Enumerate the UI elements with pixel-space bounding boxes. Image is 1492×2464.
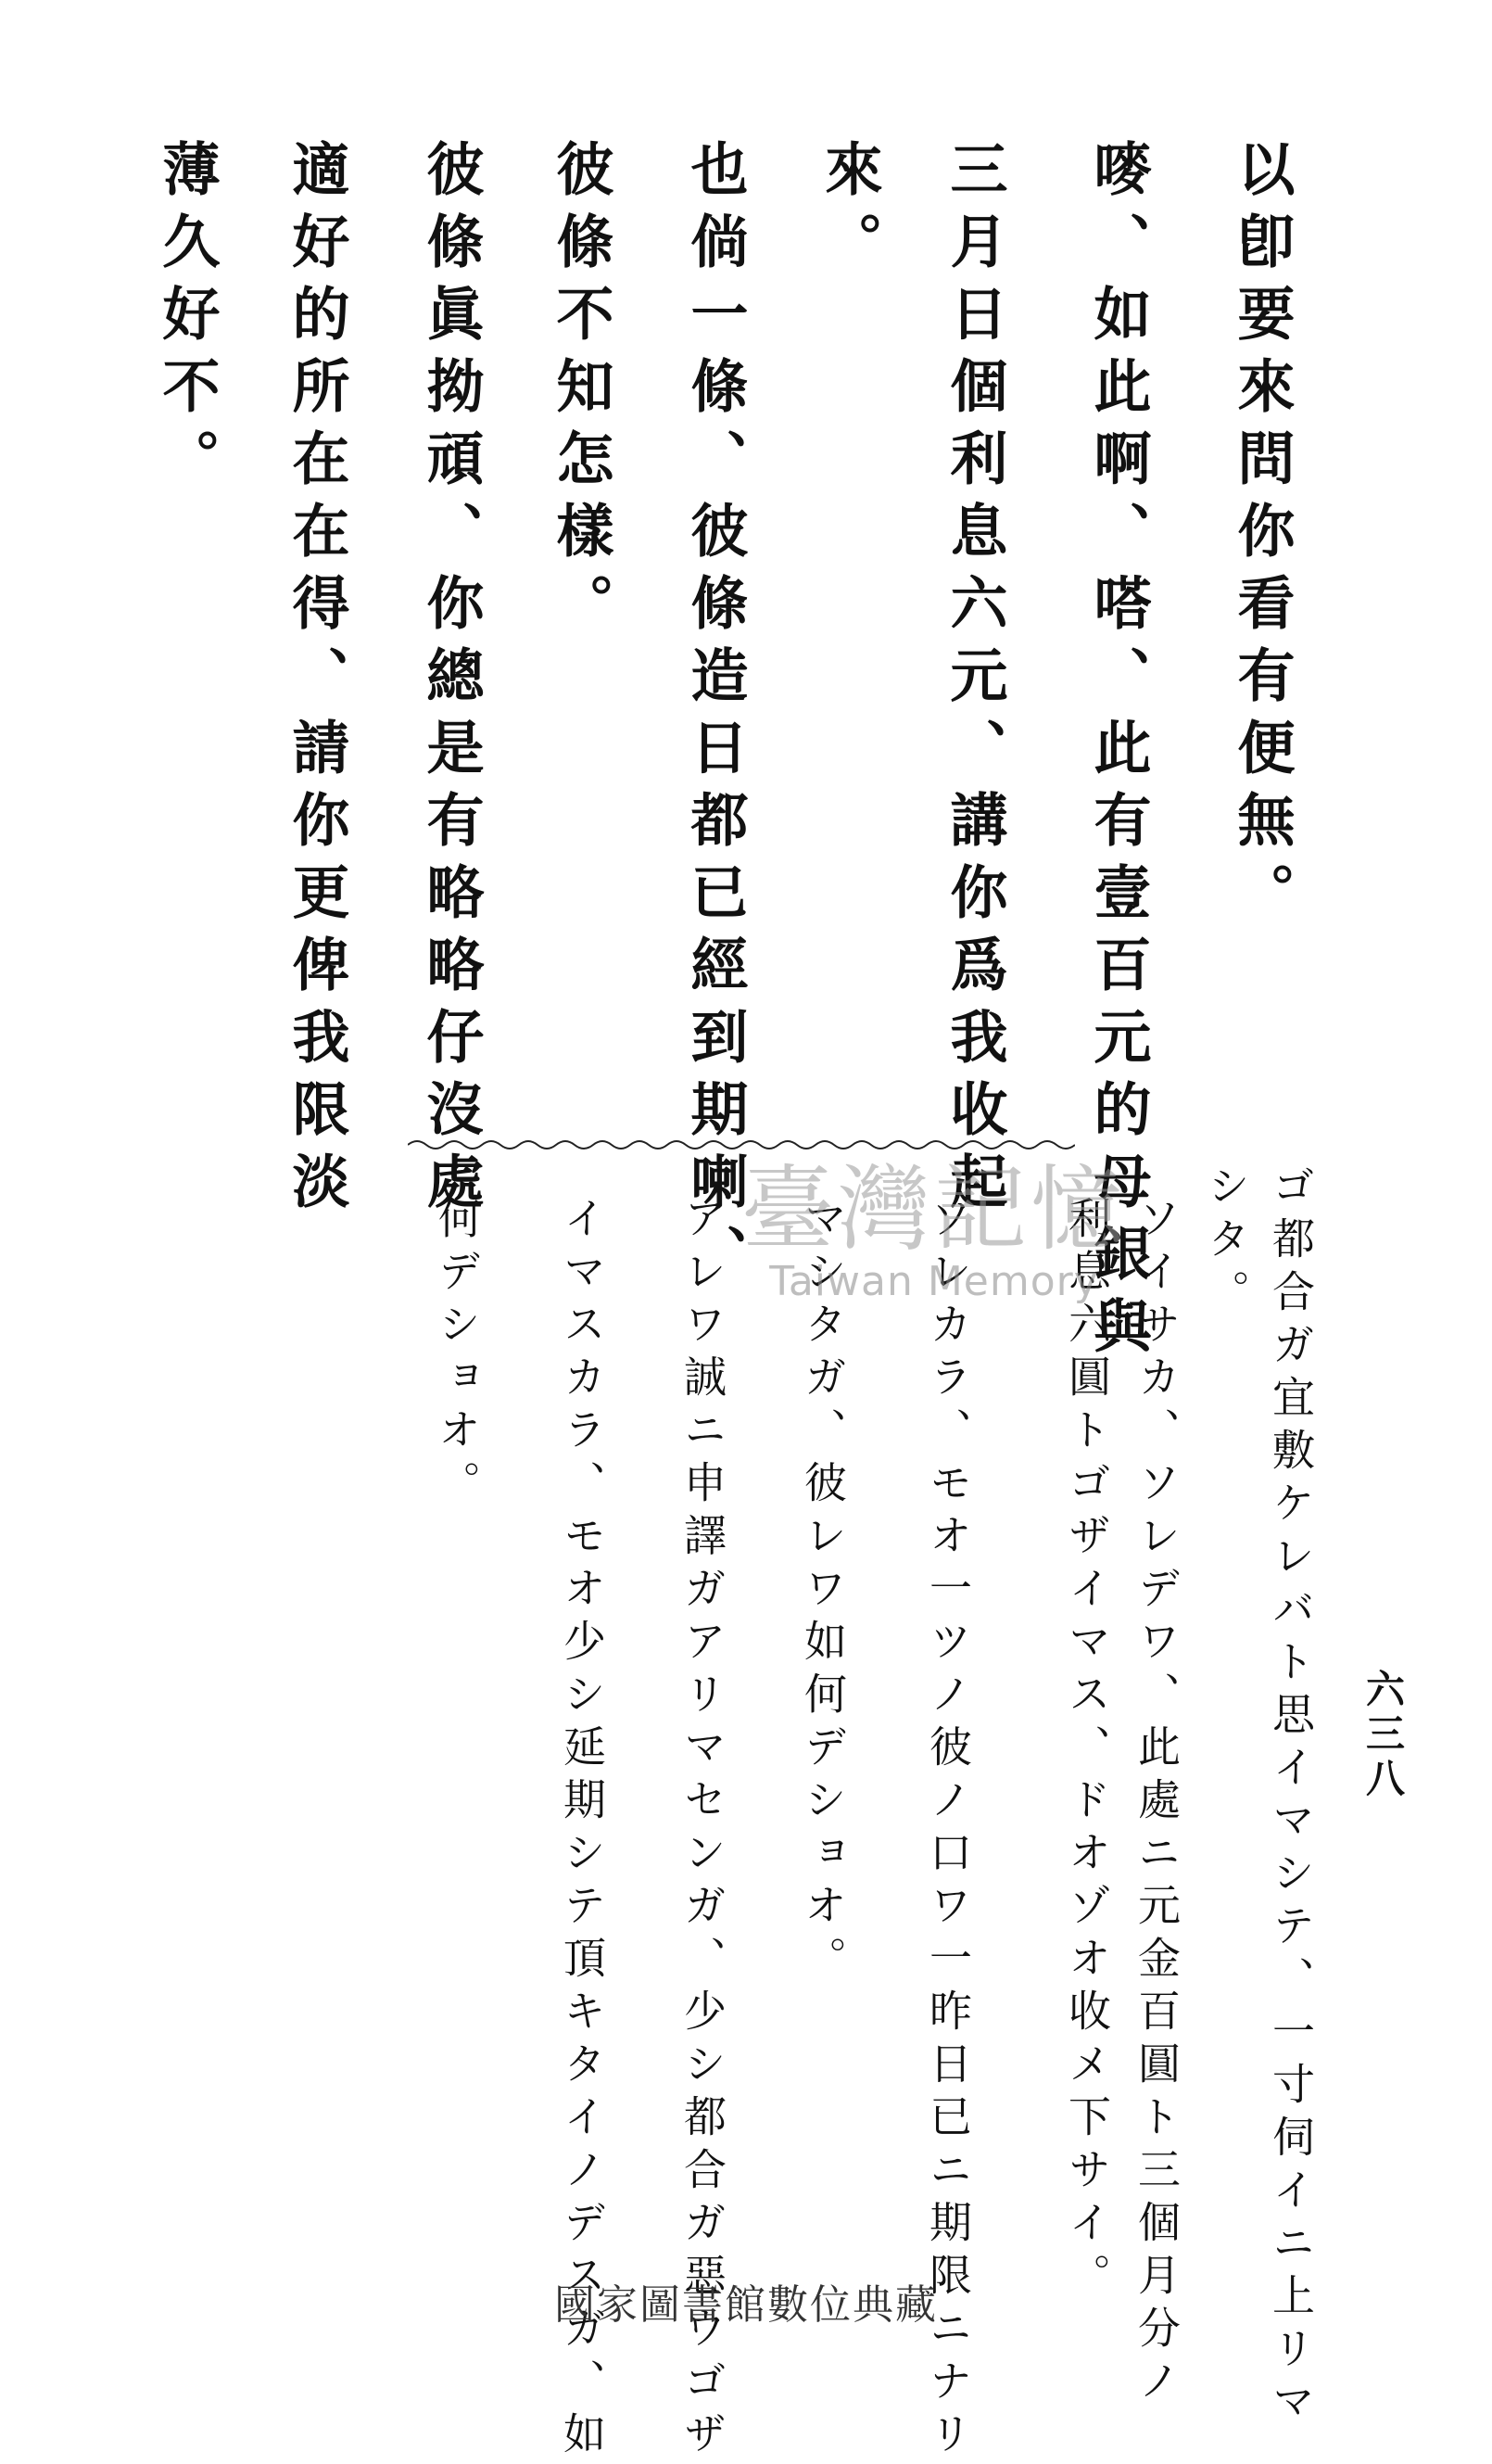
upper-column-5: 也倘一條、彼條造日都已經到期喇、 — [681, 139, 749, 1296]
watermark-logo — [741, 1155, 1127, 1305]
upper-column-9: 薄久好不。 — [153, 139, 221, 501]
lower-column-2: シタ。 — [1201, 1163, 1251, 1322]
page-number: 六三八 — [1360, 1669, 1406, 1802]
upper-column-4: 來。 — [816, 139, 883, 284]
lower-column-9: 何デショオ。 — [432, 1196, 482, 1513]
lower-column-6: マシタガ、彼レワ如何デショオ。 — [798, 1196, 848, 1988]
wavy-divider — [408, 1136, 1075, 1154]
upper-column-6: 彼條不知怎樣。 — [547, 139, 614, 645]
archive-footer: 國家圖書館數位典藏 — [554, 2281, 938, 2329]
watermark-title: 臺灣記憶 — [741, 1155, 1127, 1264]
upper-column-3: 三月日個利息六元、講你爲我收起 — [941, 139, 1008, 1224]
upper-column-1: 以卽要來問你看有便無。 — [1228, 139, 1296, 934]
upper-column-7: 彼條眞拗頑、你總是有略略仔沒處 — [417, 139, 485, 1224]
lower-column-8: イマスカラ、モオ少シ延期シテ頂キタイノデスガ、如 — [557, 1196, 607, 2464]
lower-column-3: ソイサカ、ソレデワ、此處ニ元金百圓ト三個月分ノ — [1132, 1196, 1182, 2411]
lower-column-4: 利息六圓トゴザイマス、ドオゾオ收メ下サイ。 — [1062, 1196, 1112, 2305]
watermark-subtitle: Taiwan Memory — [769, 1258, 1099, 1305]
lower-column-5: ソレカラ、モオ一ツノ彼ノ口ワ一昨日已ニ期限ニナリ — [923, 1196, 973, 2464]
upper-column-2: 嘜、如此啊、嗒、此有壹百元的母銀與 — [1084, 139, 1152, 1368]
lower-column-1: ゴ都合ガ宜敷ケレバト思イマシテ、一寸伺イニ上リマ — [1266, 1163, 1316, 2432]
upper-column-8: 適好的所在在得、請你更俾我限淡 — [283, 139, 350, 1224]
lower-column-7: アレワ誠ニ申譯ガアリマセンガ、少シ都合ガ惡ウゴザ — [677, 1196, 727, 2464]
